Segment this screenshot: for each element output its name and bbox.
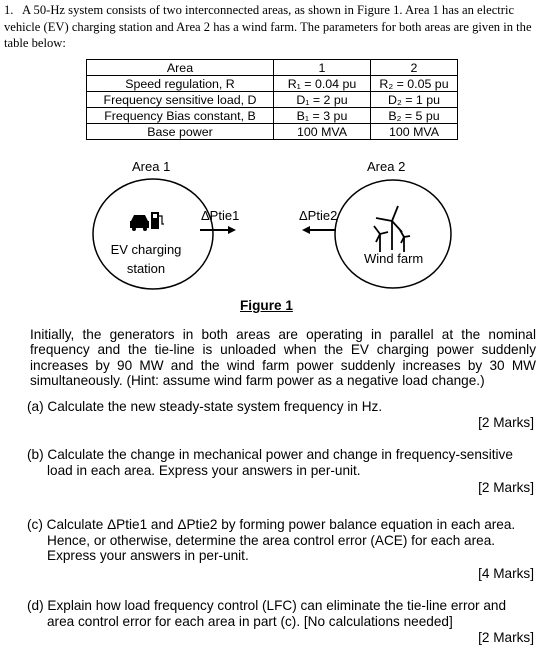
part-c (27, 517, 536, 564)
table-cell: 2 (371, 60, 458, 76)
table-cell: Speed regulation, R (87, 76, 274, 92)
table-cell: Base power (87, 124, 274, 140)
question-number: 1. (4, 3, 14, 17)
table-row (87, 76, 458, 92)
part-a (27, 399, 536, 415)
scenario-paragraph: Initially, the generators in both areas are operating in parallel at the nominal frequency and the tie-line is unloaded when the EV charging power suddenly increases by 90 MW and the wind farm power suddenly increases by 30 MW simultaneously. (Hint: assume wind farm power as a negative load change.) (30, 327, 536, 389)
wind-turbines-icon (374, 206, 410, 252)
part-d (27, 598, 536, 629)
table-cell: 100 MVA (274, 124, 371, 140)
table-cell: Frequency Bias constant, B (87, 108, 274, 124)
table-cell: 100 MVA (371, 124, 458, 140)
part-b (27, 447, 536, 478)
ev-label-line2: station (126, 261, 166, 276)
table-header-row (87, 60, 458, 76)
part-c-text: (c) Calculate ΔPtie1 and ΔPtie2 by forming power balance equation in each area. Hence, or otherwise, determine the area control error (ACE) for each area. Express your answers in per-unit. (27, 517, 516, 564)
area2-circle (335, 180, 451, 288)
part-a-marks: [2 Marks] (478, 415, 534, 430)
ptie1-label: ΔPtie1 (201, 208, 240, 223)
table-cell: Frequency sensitive load, D (87, 92, 274, 108)
table-cell: D₁ = 2 pu (274, 92, 371, 108)
table-row (87, 92, 458, 108)
table-cell: R₁ = 0.04 pu (274, 76, 371, 92)
ptie2-label: ΔPtie2 (299, 208, 338, 223)
ptie1-arrow (200, 226, 236, 234)
area2-label: Area 2 (367, 159, 406, 174)
table-cell: B₂ = 5 pu (371, 108, 458, 124)
ev-label-line1: EV charging (110, 242, 182, 257)
question-intro (4, 2, 542, 52)
table-cell: Area (87, 60, 274, 76)
part-d-text: (d) Explain how load frequency control (LFC) can eliminate the tie-line error and area control error for each area in part (c). [No calculations needed] (27, 598, 507, 629)
wind-farm-label: Wind farm (364, 251, 424, 266)
table-row (87, 124, 458, 140)
parameters-table (86, 59, 458, 140)
ev-station-label (106, 240, 186, 278)
part-d-marks: [2 Marks] (478, 630, 534, 645)
part-b-text: (b) Calculate the change in mechanical power and change in frequency-sensitive load in each area. Express your answers in per-unit. (27, 447, 513, 478)
ev-charging-icon (130, 212, 164, 231)
table-row (87, 108, 458, 124)
figure-diagram (0, 150, 546, 300)
table-cell: D₂ = 1 pu (371, 92, 458, 108)
part-a-text: (a) Calculate the new steady-state system frequency in Hz. (27, 399, 383, 414)
part-c-marks: [4 Marks] (478, 566, 534, 581)
table-cell: R₂ = 0.05 pu (371, 76, 458, 92)
area1-label: Area 1 (132, 159, 171, 174)
table-cell: B₁ = 3 pu (274, 108, 371, 124)
part-b-marks: [2 Marks] (478, 480, 534, 495)
figure-caption: Figure 1 (240, 298, 293, 313)
ptie2-arrow (302, 226, 336, 234)
intro-text: A 50-Hz system consists of two interconnected areas, as shown in Figure 1. Area 1 has an electric vehicle (EV) charging station and Area 2 has a wind farm. The parameters for both areas are given in the table below: (4, 3, 532, 50)
table-cell: 1 (274, 60, 371, 76)
